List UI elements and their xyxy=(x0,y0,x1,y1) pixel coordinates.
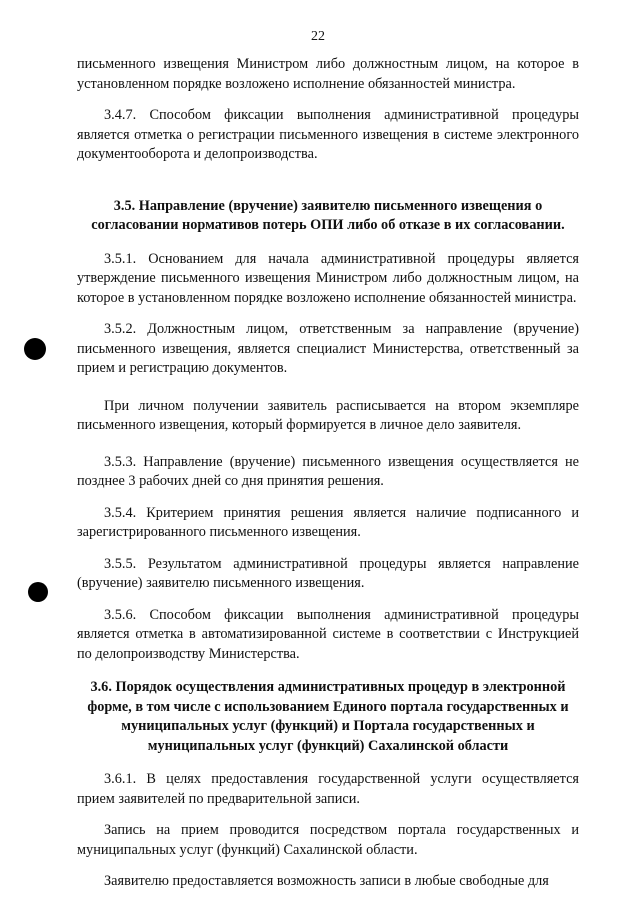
paragraph: Заявителю предоставляется возможность записи в любые свободные для xyxy=(104,873,549,889)
paragraph: 3.5.3. Направление (вручение) письменного извещения осуществляется не позднее 3 рабочих дней со дня принятия решения. xyxy=(77,453,579,489)
paragraph: 3.5.6. Способом фиксации выполнения административной процедуры является отметка в автоматизированной системе в соответствии с Инструкцией по делопроизводству Министерства. xyxy=(77,606,579,662)
paragraph: Запись на прием проводится посредством портала государственных и муниципальных услуг (функций) Сахалинской области. xyxy=(77,822,579,858)
paragraph: 3.5.5. Результатом административной процедуры является направление (вручение) заявителю письменного извещения. xyxy=(77,555,579,591)
page-number: 22 xyxy=(311,29,325,44)
paragraph: 3.5.2. Должностным лицом, ответственным за направление (вручение) письменного извещения, является специалист Министерства, ответственный за прием и регистрацию документов. xyxy=(77,321,579,376)
paragraph: 3.5.1. Основанием для начала административной процедуры является утверждение письменного извещения Министром либо должностным лицом, на которое в установленном порядке возложено исполнение обязанностей министра. xyxy=(77,250,579,306)
document-body xyxy=(77,55,579,892)
hole-punch-mark xyxy=(28,582,48,602)
paragraph: письменного извещения Министром либо должностным лицом, на которое в установленном порядке возложено исполнение обязанностей министра. xyxy=(77,56,579,92)
hole-punch-mark xyxy=(24,338,46,360)
section-heading: 3.6. Порядок осуществления административных процедур в электронной форме, в том числе с использованием Единого портала государственных и муниципальных услуг (функций) и Портала государственных и муниципальных услуг (функций) Сахалинской области xyxy=(87,679,569,754)
section-heading: 3.5. Направление (вручение) заявителю письменного извещения о согласовании нормативов потерь ОПИ либо об отказе в их согласовании. xyxy=(91,197,565,233)
paragraph: 3.4.7. Способом фиксации выполнения административной процедуры является отметка о регистрации письменного извещения в системе электронного документооборота и делопроизводства. xyxy=(77,107,579,162)
paragraph: 3.6.1. В целях предоставления государственной услуги осуществляется прием заявителей по предварительной записи. xyxy=(77,771,579,807)
paragraph: 3.5.4. Критерием принятия решения является наличие подписанного и зарегистрированного письменного извещения. xyxy=(77,504,579,540)
paragraph: При личном получении заявитель расписывается на втором экземпляре письменного извещения, который формируется в личное дело заявителя. xyxy=(77,397,579,433)
